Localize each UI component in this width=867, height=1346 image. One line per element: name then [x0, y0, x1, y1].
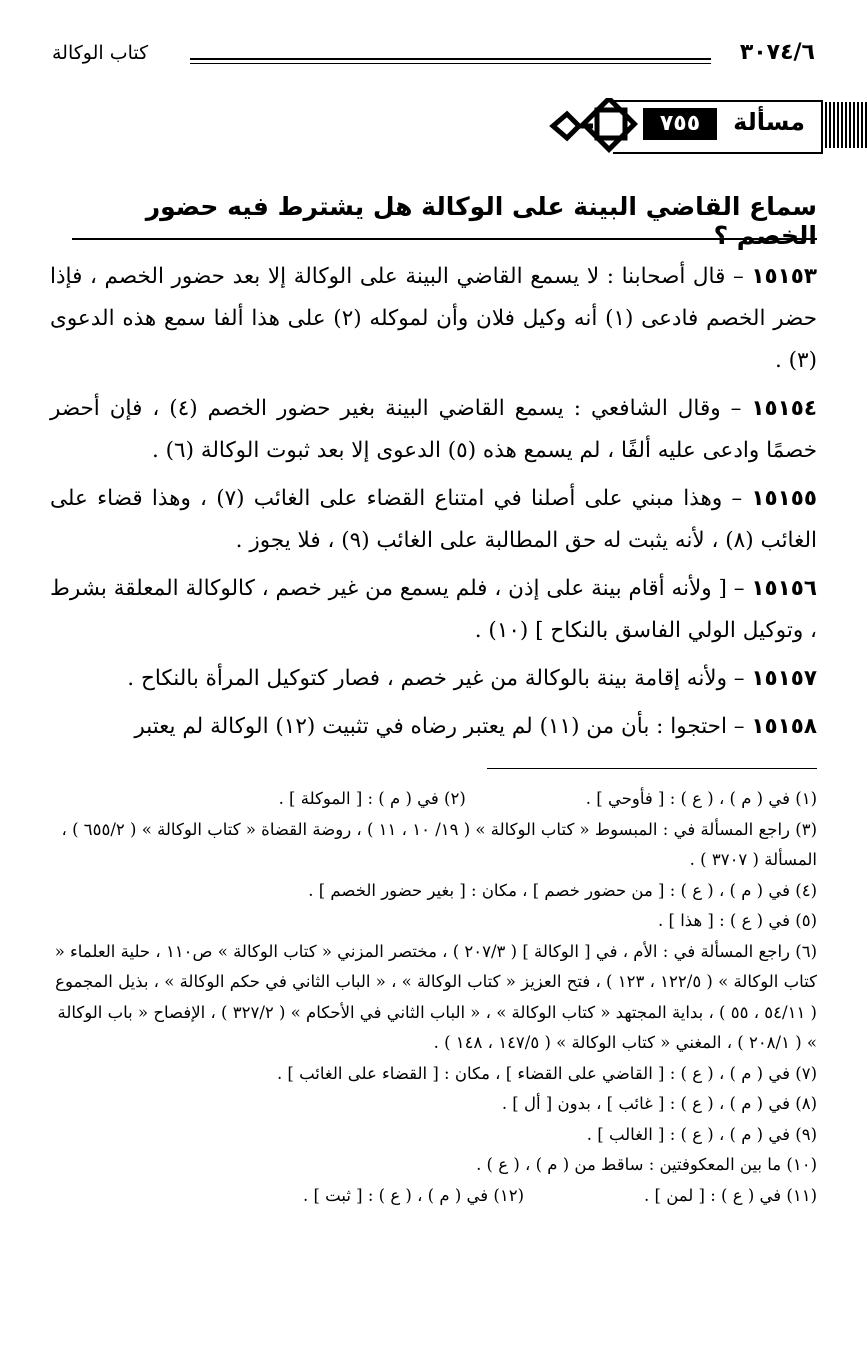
paragraph-text: ولأنه إقامة بينة بالوكالة من غير خصم ، فصار كتوكيل المرأة بالنكاح . [127, 666, 727, 691]
paragraph-number: ١٥١٥٥ [751, 486, 818, 511]
footnote: (٨) في ( م ) ، ( ع ) : [ غائب ] ، بدون [ أل ] . [501, 1094, 817, 1113]
paragraph: ١٥١٥٦ – [ ولأنه أقام بينة على إذن ، فلم يسمع من غير خصم ، كالوكالة المعلقة بشرط ، وتوكيل الولي الفاسق بالنكاح ] (١٠) . [50, 576, 817, 643]
footnote-rule [487, 768, 817, 769]
page-number: ٣٠٧٤/٦ [739, 40, 815, 65]
footnote: (٣) راجع المسألة في : المبسوط « كتاب الوكالة » ( ١٩/ ١٠ ، ١١ ) ، روضة القضاة « كتاب الوكالة » ( ٦٥٥/٢ ) ، المسألة ( ٣٧٠٧ ) . [61, 819, 817, 869]
knot-ornament-icon [549, 98, 659, 156]
paragraph-number: ١٥١٥٨ [751, 714, 817, 739]
footnote: (١) في ( م ) ، ( ع ) : [ فأوحي ] . [585, 789, 817, 808]
paragraph-text: وهذا مبني على أصلنا في امتناع القضاء على الغائب (٧) ، وهذا قضاء على الغائب (٨) ، لأنه يثبت له حق المطالبة على الغائب (٩) ، فلا يجوز . [50, 486, 817, 553]
paragraph: ١٥١٥٨ – احتجوا : بأن من (١١) لم يعتبر رضاه في تثبيت (١٢) الوكالة لم يعتبر [134, 714, 817, 739]
footnote-row [50, 784, 817, 815]
paragraph-text: احتجوا : بأن من (١١) لم يعتبر رضاه في تثبيت (١٢) الوكالة لم يعتبر [134, 714, 727, 739]
footnote: (٦) راجع المسألة في : الأم ، في [ الوكالة ] ( ٢٠٧/٣ ) ، مختصر المزني « كتاب الوكالة » ص١١٠ ، حلية العلماء « كتاب الوكالة » ( ١٢٢/٥ ، ١٢٣ ) ، فتح العزيز « كتاب الوكالة » ، « الباب الثاني في حكم الوكالة » ، بذيل المجموع ( ٥٤/١١ ، ٥٥ ) ، بداية المجتهد « كتاب الوكالة » ، « الباب الثاني في الأحكام » ( ٣٢٧/٢ ) ، الإفصاح « باب الوكالة » ( ٢٠٨/١ ) ، المغني « كتاب الوكالة » ( ١٤٧/٥ ، ١٤٨ ) . [54, 941, 817, 1052]
paragraph: ١٥١٥٤ – وقال الشافعي : يسمع القاضي البينة بغير حضور الخصم (٤) ، فإن أحضر خصمًا وادعى عليه ألفًا ، لم يسمع هذه (٥) الدعوى إلا بعد ثبوت الوكالة (٦) . [50, 396, 818, 463]
footnote: (٥) في ( ع ) : [ هذا ] . [658, 911, 817, 930]
footnotes [50, 784, 817, 1211]
header-rule [190, 58, 711, 64]
paragraph: ١٥١٥٥ – وهذا مبني على أصلنا في امتناع القضاء على الغائب (٧) ، وهذا قضاء على الغائب (٨) ، لأنه يثبت له حق المطالبة على الغائب (٩) ، فلا يجوز . [50, 486, 818, 553]
footnote: (٧) في ( م ) ، ( ع ) : [ القاضي على القضاء ] ، مكان : [ القضاء على الغائب ] . [276, 1063, 817, 1083]
masala-number: ٧٥٥ [643, 108, 717, 140]
banner-bars-ornament [825, 102, 867, 148]
footnote: (١١) في ( ع ) : [ لمن ] . [644, 1185, 817, 1205]
footnote: (٤) في ( م ) ، ( ع ) : [ من حضور خصم ] ، مكان : [ بغير حضور الخصم ] . [308, 880, 817, 900]
book-title: كتاب الوكالة [52, 42, 149, 64]
footnote: (١٠) ما بين المعكوفتين : ساقط من ( م ) ، ( ع ) . [476, 1155, 817, 1174]
paragraph: ١٥١٥٣ – قال أصحابنا : لا يسمع القاضي البينة على الوكالة إلا بعد حضور الخصم ، فإذا حضر الخصم فادعى (١) أنه وكيل فلان وأن لموكله (٢) على هذا ألفا سمع هذه الدعوى (٣) . [50, 264, 817, 373]
paragraph-number: ١٥١٥٣ [751, 264, 817, 289]
paragraph: ١٥١٥٧ – ولأنه إقامة بينة بالوكالة من غير خصم ، فصار كتوكيل المرأة بالنكاح . [127, 666, 817, 691]
paragraph-text: وقال الشافعي : يسمع القاضي البينة بغير حضور الخصم (٤) ، فإن أحضر خصمًا وادعى عليه ألفًا ، لم يسمع هذه (٥) الدعوى إلا بعد ثبوت الوكالة (٦) . [50, 396, 817, 463]
paragraph-text: [ ولأنه أقام بينة على إذن ، فلم يسمع من غير خصم ، كالوكالة المعلقة بشرط ، وتوكيل الولي الفاسق بالنكاح ] (١٠) . [50, 576, 817, 643]
footnote: (٩) في ( م ) ، ( ع ) : [ الغالب ] . [586, 1124, 817, 1144]
question-rule [72, 238, 817, 240]
paragraph-number: ١٥١٥٤ [751, 396, 818, 421]
paragraph-text: قال أصحابنا : لا يسمع القاضي البينة على الوكالة إلا بعد حضور الخصم ، فإذا حضر الخصم فادعى (١) أنه وكيل فلان وأن لموكله (٢) على هذا ألفا سمع هذه الدعوى (٣) . [50, 264, 817, 373]
masala-label: مسألة [733, 108, 805, 136]
masala-banner [527, 96, 867, 158]
paragraph-number: ١٥١٥٦ [751, 576, 817, 601]
footnote-row [50, 1181, 817, 1212]
body-text [50, 256, 817, 754]
running-header [52, 40, 815, 76]
footnote: (١٢) في ( م ) ، ( ع ) : [ ثبت ] . [302, 1185, 525, 1205]
footnote: (٢) في ( م ) : [ الموكلة ] . [278, 789, 466, 808]
question-heading: سماع القاضي البينة على الوكالة هل يشترط فيه حضور الخصم ؟ [145, 192, 817, 250]
paragraph-number: ١٥١٥٧ [751, 666, 817, 691]
